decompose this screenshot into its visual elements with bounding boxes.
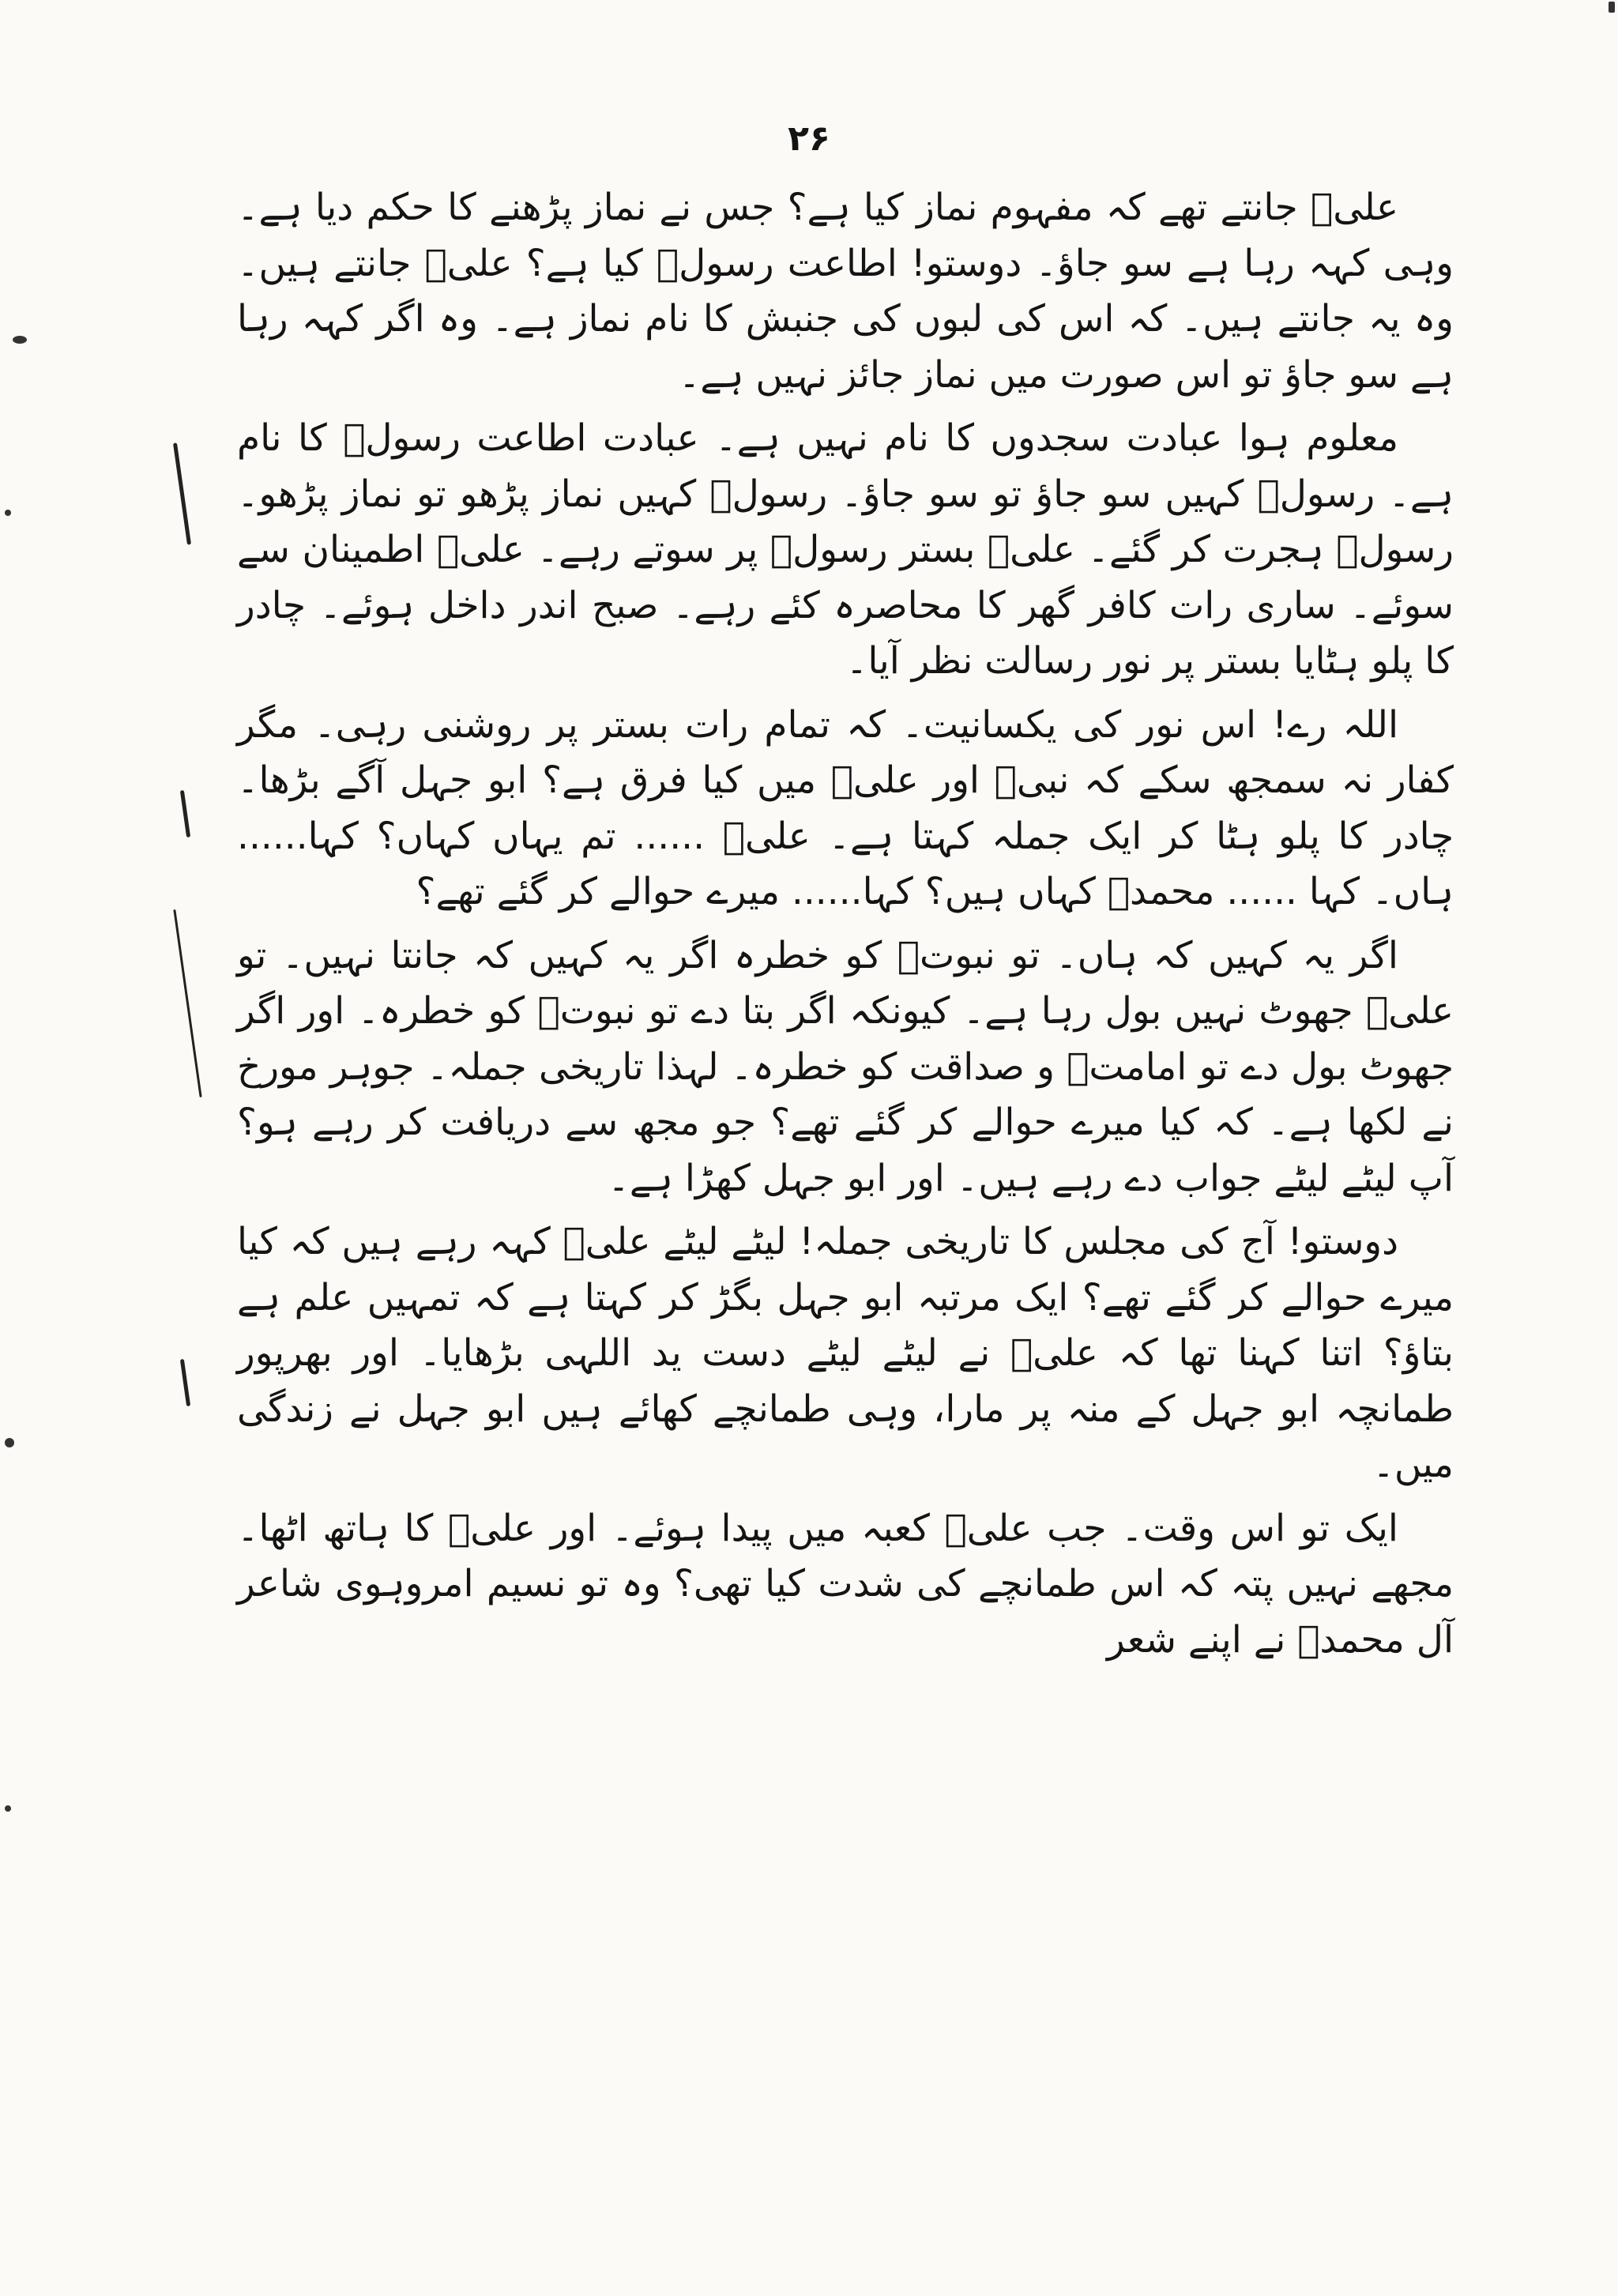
margin-pen-mark — [180, 1359, 190, 1406]
scan-speck — [5, 1438, 14, 1447]
paragraph-3: اللہ رے! اس نور کی یکسانیت۔ کہ تمام رات بستر پر روشنی رہی۔ مگر کفار نہ سمجھ سکے کہ نبیؐ اور علیؑ میں کیا فرق ہے؟ ابو جہل آگے بڑھا۔ چادر کا پلو ہٹا کر ایک جملہ کہتا ہے۔ علیؑ ...... تم یہاں کہاں؟ کہا...... ہاں۔ کہا ...... محمدؐ کہاں ہیں؟ کہا...... میرے حوالے کر گئے تھے؟ — [237, 702, 1454, 913]
paragraph-1: علیؑ جانتے تھے کہ مفہوم نماز کیا ہے؟ جس نے نماز پڑھنے کا حکم دیا ہے۔ وہی کہہ رہا ہے سو جاؤ۔ دوستو! اطاعت رسولؐ کیا ہے؟ علیؑ جانتے ہیں۔ وہ یہ جانتے ہیں۔ کہ اس کی لبوں کی جنبش کا نام نماز ہے۔ وہ اگر کہہ رہا ہے سو جاؤ تو اس صورت میں نماز جائز نہیں ہے۔ — [237, 186, 1454, 397]
paragraph-2: معلوم ہوا عبادت سجدوں کا نام نہیں ہے۔ عبادت اطاعت رسولؐ کا نام ہے۔ رسولؐ کہیں سو جاؤ تو سو جاؤ۔ رسولؐ کہیں نماز پڑھو تو نماز پڑھو۔ رسولؐ ہجرت کر گئے۔ علیؑ بستر رسولؐ پر سوتے رہے۔ علیؑ اطمینان سے سوئے۔ ساری رات کافر گھر کا محاصرہ کئے رہے۔ صبح اندر داخل ہوئے۔ چادر کا پلو ہٹایا بستر پر نور رسالت نظر آیا۔ — [237, 416, 1454, 683]
paragraph-4: اگر یہ کہیں کہ ہاں۔ تو نبوتؐ کو خطرہ اگر یہ کہیں کہ جانتا نہیں۔ تو علیؑ جھوٹ نہیں بول رہا ہے۔ کیونکہ اگر بتا دے تو نبوتؐ کو خطرہ۔ اور اگر جھوٹ بول دے تو امامتؑ و صداقت کو خطرہ۔ لہذا تاریخی جملہ۔ جوہر مورخ نے لکھا ہے۔ کہ کیا میرے حوالے کر گئے تھے؟ جو مجھ سے دریافت کر رہے ہو؟ آپ لیٹے لیٹے جواب دے رہے ہیں۔ اور ابو جہل کھڑا ہے۔ — [237, 933, 1454, 1200]
scan-speck — [13, 336, 27, 344]
scan-speck — [1609, 2, 1615, 13]
paragraph-6: ایک تو اس وقت۔ جب علیؑ کعبہ میں پیدا ہوئے۔ اور علیؑ کا ہاتھ اٹھا۔ مجھے نہیں پتہ کہ اس طمانچے کی شدت کیا تھی؟ وہ تو نسیم امروہوی شاعر آل محمدؐ نے اپنے شعر — [237, 1506, 1454, 1662]
scan-speck — [5, 1805, 11, 1812]
body-text — [237, 180, 1454, 1676]
margin-pen-mark — [173, 909, 201, 1097]
margin-pen-mark — [173, 442, 191, 544]
paragraph-5: دوستو! آج کی مجلس کا تاریخی جملہ! لیٹے لیٹے علیؑ کہہ رہے ہیں کہ کیا میرے حوالے کر گئے تھے؟ ایک مرتبہ ابو جہل بگڑ کر کہتا ہے کہ تمہیں علم ہے بتاؤ؟ اتنا کہنا تھا کہ علیؑ نے لیٹے لیٹے دست ید اللہی بڑھایا۔ اور بھرپور طمانچہ ابو جہل کے منہ پر مارا، وہی طمانچے کھائے ہیں ابو جہل نے زندگی میں۔ — [237, 1220, 1454, 1486]
scan-speck — [5, 510, 11, 516]
margin-pen-mark — [180, 790, 190, 837]
page-number: ۲۶ — [788, 119, 830, 159]
